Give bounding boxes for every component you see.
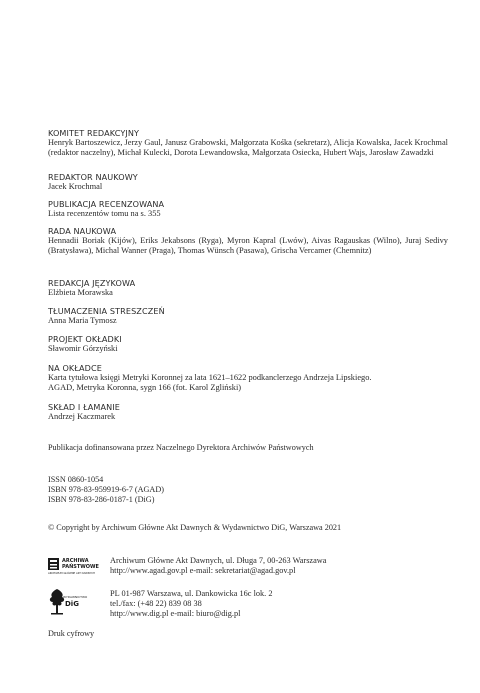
printing-note (48, 629, 448, 639)
language-editing-heading: REDAKCJA JĘZYKOWA (48, 278, 136, 288)
on-cover-description: Karta tytułowa księgi Metryki Koronnej za lata 1621–1622 podkanclerzego Andrzeja Lipskiego. (48, 373, 372, 382)
dig-phone: tel./fax: (+48 22) 839 08 38 (110, 599, 202, 609)
archiwa-logo-line1: ARCHIWA (62, 558, 89, 564)
cover-design-section (48, 334, 448, 354)
editorial-committee-section (48, 128, 448, 158)
funding-text: Publikacja dofinansowana przez Naczelnego Dyrektora Archiwów Państwowych (48, 443, 314, 452)
scientific-council-section (48, 226, 448, 256)
isbn-agad: ISBN 978-83-959919-6-7 (AGAD) (48, 485, 164, 495)
language-editing-section (48, 278, 448, 298)
on-cover-section (48, 363, 448, 393)
dig-logo-top: WYDAWNICTWO (63, 595, 88, 599)
agad-contact: http://www.agad.gov.pl e-mail: sekretariat@agad.gov.pl (110, 566, 296, 576)
cover-designer-name: Sławomir Górzyński (48, 344, 118, 353)
dig-logo-name: DiG (65, 600, 79, 608)
archiwa-panstwowe-logo (48, 556, 98, 578)
dig-address: PL 01-987 Warszawa, ul. Dankowicka 16c lok. 2 (110, 589, 273, 598)
reviewers-note: Lista recenzentów tomu na s. 355 (48, 209, 161, 218)
on-cover-source: AGAD, Metryka Koronna, sygn 166 (fot. Karol Zgliński) (48, 383, 242, 393)
editorial-committee-members: Henryk Bartoszewicz, Jerzy Gaul, Janusz Grabowski, Małgorzata Kośka (sekretarz), Alicja Kowalska, Jacek Krochmal (redaktor naczelny), Michał Kulecki, Dorota Lewandowska, Małgorzata Osiecka, Hubert Wajs, Jarosław Zawadzki (48, 138, 448, 158)
scientific-council-heading: RADA NAUKOWA (48, 226, 117, 236)
funding-note (48, 443, 448, 453)
scientific-editor-heading: REDAKTOR NAUKOWY (48, 172, 138, 182)
isbn-block (48, 475, 448, 506)
isbn-dig: ISBN 978-83-286-0187-1 (DiG) (48, 495, 155, 505)
agad-address-block (110, 556, 326, 576)
on-cover-heading: NA OKŁADCE (48, 363, 102, 373)
editorial-committee-heading: KOMITET REDAKCYJNY (48, 128, 140, 138)
tree-icon (48, 587, 66, 617)
translations-heading: TŁUMACZENIA STRESZCZEŃ (48, 306, 165, 316)
reviewed-publication-heading: PUBLIKACJA RECENZOWANA (48, 199, 165, 209)
dig-address-block (110, 589, 272, 620)
typesetting-section (48, 402, 448, 422)
printing-type: Druk cyfrowy (48, 629, 95, 638)
agad-address: Archiwum Główne Akt Dawnych, ul. Długa 7, 00-263 Warszawa (110, 556, 327, 565)
issn-number: ISSN 0860-1054 (48, 475, 104, 484)
typesetting-heading: SKŁAD I ŁAMANIE (48, 402, 120, 412)
translator-name: Anna Maria Tymosz (48, 316, 117, 325)
copyright-text: © Copyright by Archiwum Główne Akt Dawnych & Wydawnictwo DiG, Warszawa 2021 (48, 523, 342, 532)
dig-contact: http://www.dig.pl e-mail: biuro@dig.pl (110, 609, 241, 619)
typesetter-name: Andrzej Kaczmarek (48, 412, 116, 421)
scientific-editor-section (48, 172, 448, 192)
scientific-council-members: Hennadii Boriak (Kijów), Eriks Jekabsons (Ryga), Myron Kapral (Lwów), Aivas Ragauskas (Wilno), Juraj Sedivy (Bratysława), Michal Wanner (Praga), Thomas Wünsch (Pasawa), Grischa Vercamer (Chemnitz) (48, 236, 448, 256)
translations-section (48, 306, 448, 326)
reviewed-publication-section (48, 199, 448, 219)
copyright-note (48, 523, 448, 533)
wydawnictwo-dig-logo (48, 585, 88, 617)
scientific-editor-name: Jacek Krochmal (48, 182, 103, 191)
cover-design-heading: PROJEKT OKŁADKI (48, 334, 122, 344)
language-editor-name: Elżbieta Morawska (48, 288, 113, 297)
archiwa-logo-line2: PAŃSTWOWE (62, 563, 99, 570)
archiwa-logo-line3: ARCHIWUM GŁÓWNE AKT DAWNYCH (48, 572, 95, 575)
